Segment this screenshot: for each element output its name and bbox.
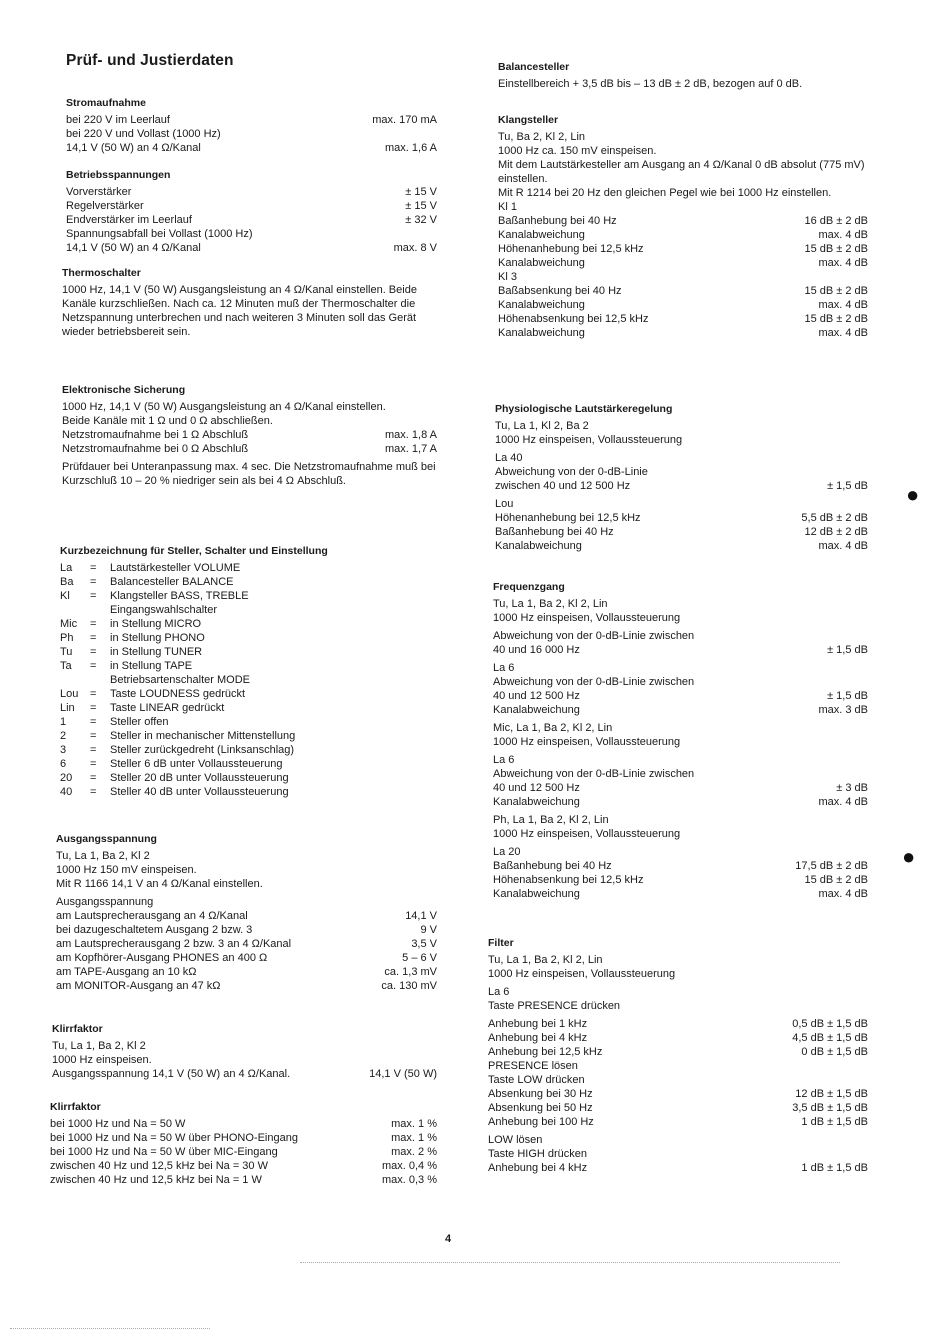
text-line: 1000 Hz einspeisen, Vollaussteuerung: [493, 828, 681, 840]
text-line: Tu, La 1, Ba 2, Kl 2: [56, 850, 150, 862]
spec-row: 40 und 12 500 Hz ± 1,5 dB: [493, 690, 868, 702]
spec-row: bei 220 V und Vollast (1000 Hz): [66, 128, 221, 140]
spec-row: Kanalabweichung max. 4 dB: [498, 257, 868, 269]
abbr-row: 3 = Steller zurückgedreht (Linksanschlag): [60, 744, 295, 756]
text-line: Ph, La 1, Ba 2, Kl 2, Lin: [493, 814, 609, 826]
text-line: 1000 Hz ca. 150 mV einspeisen.: [498, 145, 657, 157]
text-line: Abweichung von der 0-dB-Linie zwischen: [493, 630, 695, 642]
subheading: Eingangswahlschalter: [110, 604, 218, 616]
abbr-row: Ba = Balancesteller BALANCE: [60, 576, 234, 588]
section-heading: Klirrfaktor: [52, 1023, 103, 1035]
spec-row: Absenkung bei 50 Hz 3,5 dB ± 1,5 dB: [488, 1102, 868, 1114]
spec-row: Kanalabweichung max. 4 dB: [493, 888, 868, 900]
section-heading: Frequenzgang: [493, 581, 565, 593]
spec-row: 40 und 12 500 Hz ± 3 dB: [493, 782, 868, 794]
spec-row: Kanalabweichung max. 4 dB: [493, 796, 868, 808]
text-line: PRESENCE lösen: [488, 1060, 578, 1072]
spec-row: Anhebung bei 100 Hz 1 dB ± 1,5 dB: [488, 1116, 868, 1128]
setting-label: La 6: [488, 986, 510, 998]
spec-row: Anhebung bei 4 kHz 1 dB ± 1,5 dB: [488, 1162, 868, 1174]
text-line: Mit R 1166 14,1 V an 4 Ω/Kanal einstellen.: [56, 878, 263, 890]
text-line: Taste LOW drücken: [488, 1074, 585, 1086]
abbr-row: 40 = Steller 40 dB unter Vollaussteuerung: [60, 786, 289, 798]
subheading: Ausgangsspannung: [56, 896, 154, 908]
spec-row: Baßanhebung bei 40 Hz 16 dB ± 2 dB: [498, 215, 868, 227]
spec-row: Ausgangsspannung 14,1 V (50 W) an 4 Ω/Kanal. 14,1 V (50 W): [52, 1068, 437, 1080]
text-line: Mic, La 1, Ba 2, Kl 2, Lin: [493, 722, 613, 734]
section-filter: [488, 936, 868, 1175]
spec-row: am TAPE-Ausgang an 10 kΩ ca. 1,3 mV: [56, 966, 437, 978]
spec-row: am Lautsprecherausgang 2 bzw. 3 an 4 Ω/Kanal 3,5 V: [56, 938, 437, 950]
spec-row: 40 und 16 000 Hz ± 1,5 dB: [493, 644, 868, 656]
section-elektronische-sicherung: [62, 383, 437, 488]
text-line: Abweichung von der 0-dB-Linie zwischen: [493, 676, 695, 688]
spec-row: bei 1000 Hz und Na = 50 W über PHONO-Eingang max. 1 %: [50, 1132, 437, 1144]
page-title: Prüf- und Justierdaten: [66, 52, 234, 69]
spec-row: bei dazugeschaltetem Ausgang 2 bzw. 3 9 V: [56, 924, 437, 936]
spec-row: zwischen 40 und 12 500 Hz ± 1,5 dB: [495, 480, 868, 492]
abbr-row: Kl = Klangsteller BASS, TREBLE: [60, 590, 249, 602]
spec-row: zwischen 40 Hz und 12,5 kHz bei Na = 1 W max. 0,3 %: [50, 1174, 437, 1186]
text-line: Abweichung von der 0-dB-Linie: [495, 466, 648, 478]
section-klangsteller: [498, 113, 868, 340]
spec-row: am Kopfhörer-Ausgang PHONES an 400 Ω 5 – 6 V: [56, 952, 437, 964]
spec-row: Höhenanhebung bei 12,5 kHz 5,5 dB ± 2 dB: [495, 512, 868, 524]
abbr-row: Tu = in Stellung TUNER: [60, 646, 203, 658]
text-line: Tu, Ba 2, Kl 2, Lin: [498, 131, 586, 143]
text-line: 1000 Hz einspeisen.: [52, 1054, 152, 1066]
section-ausgangsspannung: [56, 832, 437, 993]
spec-row: Kanalabweichung max. 3 dB: [493, 704, 868, 716]
setting-label: La 6: [493, 754, 515, 766]
punch-hole-icon: ●: [906, 482, 920, 507]
setting-label: Kl 1: [498, 201, 517, 213]
page-number: 4: [445, 1233, 452, 1245]
section-text: Mit R 1214 bei 20 Hz den gleichen Pegel wie bei 1000 Hz einstellen.: [498, 187, 832, 199]
spec-row: am Lautsprecherausgang an 4 Ω/Kanal 14,1 V: [56, 910, 437, 922]
abbr-row: La = Lautstärkesteller VOLUME: [60, 562, 241, 574]
spec-row: bei 220 V im Leerlauf max. 170 mA: [66, 114, 437, 126]
text-line: 1000 Hz einspeisen, Vollaussteuerung: [493, 612, 681, 624]
spec-row: bei 1000 Hz und Na = 50 W max. 1 %: [50, 1118, 437, 1130]
spec-row: 14,1 V (50 W) an 4 Ω/Kanal max. 1,6 A: [66, 142, 437, 154]
spec-row: Vorverstärker ± 15 V: [66, 186, 437, 198]
abbr-row: Ta = in Stellung TAPE: [60, 660, 193, 672]
scan-artifact-line: [300, 1262, 840, 1264]
section-heading: Betriebsspannungen: [66, 169, 171, 181]
section-text: Mit dem Lautstärkesteller am Ausgang an 4 Ω/Kanal 0 dB absolut (775 mV) einstellen.: [498, 159, 865, 185]
spec-row: bei 1000 Hz und Na = 50 W über MIC-Eingang max. 2 %: [50, 1146, 437, 1158]
subheading: Betriebsartenschalter MODE: [110, 674, 250, 686]
section-heading: Physiologische Lautstärkeregelung: [495, 403, 673, 415]
setting-label: La 40: [495, 452, 523, 464]
text-line: 1000 Hz einspeisen, Vollaussteuerung: [493, 736, 681, 748]
abbr-row: 20 = Steller 20 dB unter Vollaussteuerung: [60, 772, 289, 784]
setting-label: La 6: [493, 662, 515, 674]
setting-label: Kl 3: [498, 271, 517, 283]
spec-row: Anhebung bei 12,5 kHz 0 dB ± 1,5 dB: [488, 1046, 868, 1058]
spec-row: Kanalabweichung max. 4 dB: [498, 299, 868, 311]
spec-row: Baßanhebung bei 40 Hz 17,5 dB ± 2 dB: [493, 860, 868, 872]
section-heading: Klangsteller: [498, 114, 559, 126]
spec-row: Kanalabweichung max. 4 dB: [495, 540, 868, 552]
spec-row: zwischen 40 Hz und 12,5 kHz bei Na = 30 W max. 0,4 %: [50, 1160, 437, 1172]
section-thermoschalter: [62, 266, 437, 339]
section-klirrfaktor-2: [50, 1100, 437, 1187]
spec-row: Absenkung bei 30 Hz 12 dB ± 1,5 dB: [488, 1088, 868, 1100]
text-line: 1000 Hz 150 mV einspeisen.: [56, 864, 197, 876]
setting-label: La 20: [493, 846, 521, 858]
text-line: Tu, La 1, Kl 2, Ba 2: [495, 420, 589, 432]
text-line: Taste PRESENCE drücken: [488, 1000, 621, 1012]
spec-row: Höhenabsenkung bei 12,5 kHz 15 dB ± 2 dB: [493, 874, 868, 886]
punch-hole-icon: ●: [902, 844, 916, 869]
spec-row: Höhenabsenkung bei 12,5 kHz 15 dB ± 2 dB: [498, 313, 868, 325]
spec-row: 14,1 V (50 W) an 4 Ω/Kanal max. 8 V: [66, 242, 437, 254]
spec-row: Höhenanhebung bei 12,5 kHz 15 dB ± 2 dB: [498, 243, 868, 255]
section-stromaufnahme: [66, 96, 437, 155]
text-line: Tu, La 1, Ba 2, Kl 2: [52, 1040, 146, 1052]
section-heading: Filter: [488, 937, 514, 949]
section-text: 1000 Hz, 14,1 V (50 W) Ausgangsleistung an 4 Ω/Kanal einstellen. Beide Kanäle kurzschließen. Nach ca. 12 Minuten muß der Thermoschalter die Netzspannung unterbrechen und nach weiteren 3 Minuten soll das Gerät wieder betriebsbereit sein.: [62, 284, 417, 338]
section-balancesteller: [498, 60, 868, 91]
text-line: 1000 Hz einspeisen, Vollaussteuerung: [495, 434, 683, 446]
spec-row: Anhebung bei 4 kHz 4,5 dB ± 1,5 dB: [488, 1032, 868, 1044]
section-heading: Kurzbezeichnung für Steller, Schalter und Einstellung: [60, 545, 328, 557]
section-betriebsspannungen: [66, 168, 437, 255]
section-frequenzgang: [493, 580, 868, 901]
section-heading: Klirrfaktor: [50, 1101, 101, 1113]
spec-row: Baßabsenkung bei 40 Hz 15 dB ± 2 dB: [498, 285, 868, 297]
section-text: Prüfdauer bei Unteranpassung max. 4 sec. Die Netzstromaufnahme muß bei Kurzschluß 10 – 20 % niedriger sein als bei 4 Ω Abschluß.: [62, 461, 436, 487]
abbr-row: Mic = in Stellung MICRO: [60, 618, 202, 630]
section-kurzbezeichnung: [60, 544, 437, 799]
spec-row: am MONITOR-Ausgang an 47 kΩ ca. 130 mV: [56, 980, 437, 992]
section-klirrfaktor-1: [52, 1022, 437, 1081]
spec-row: Netzstromaufnahme bei 1 Ω Abschluß max. 1,8 A: [62, 429, 437, 441]
spec-row: Anhebung bei 1 kHz 0,5 dB ± 1,5 dB: [488, 1018, 868, 1030]
section-heading: Stromaufnahme: [66, 97, 146, 109]
text-line: LOW lösen: [488, 1134, 543, 1146]
spec-row: Netzstromaufnahme bei 0 Ω Abschluß max. 1,7 A: [62, 443, 437, 455]
text-line: 1000 Hz einspeisen, Vollaussteuerung: [488, 968, 676, 980]
scan-artifact-line: [10, 1328, 210, 1330]
section-text: Beide Kanäle mit 1 Ω und 0 Ω abschließen.: [62, 415, 273, 427]
section-physiologische: [495, 402, 868, 553]
spec-row: Kanalabweichung max. 4 dB: [498, 229, 868, 241]
abbr-row: 1 = Steller offen: [60, 716, 169, 728]
spec-row: Spannungsabfall bei Vollast (1000 Hz): [66, 228, 253, 240]
section-text: Einstellbereich + 3,5 dB bis – 13 dB ± 2 dB, bezogen auf 0 dB.: [498, 78, 803, 90]
abbr-row: Ph = in Stellung PHONO: [60, 632, 205, 644]
spec-row: Regelverstärker ± 15 V: [66, 200, 437, 212]
abbr-row: 6 = Steller 6 dB unter Vollaussteuerung: [60, 758, 283, 770]
text-line: Taste HIGH drücken: [488, 1148, 588, 1160]
abbr-row: Lou = Taste LOUDNESS gedrückt: [60, 688, 246, 700]
section-heading: Thermoschalter: [62, 267, 141, 279]
text-line: Abweichung von der 0-dB-Linie zwischen: [493, 768, 695, 780]
text-line: Tu, La 1, Ba 2, Kl 2, Lin: [488, 954, 603, 966]
setting-label: Lou: [495, 498, 514, 510]
section-heading: Elektronische Sicherung: [62, 384, 186, 396]
section-text: 1000 Hz, 14,1 V (50 W) Ausgangsleistung an 4 Ω/Kanal einstellen.: [62, 401, 386, 413]
section-heading: Balancesteller: [498, 61, 570, 73]
text-line: Tu, La 1, Ba 2, Kl 2, Lin: [493, 598, 608, 610]
spec-row: Baßanhebung bei 40 Hz 12 dB ± 2 dB: [495, 526, 868, 538]
abbr-row: Lin = Taste LINEAR gedrückt: [60, 702, 225, 714]
abbr-row: 2 = Steller in mechanischer Mittenstellung: [60, 730, 296, 742]
spec-row: Kanalabweichung max. 4 dB: [498, 327, 868, 339]
section-heading: Ausgangsspannung: [56, 833, 157, 845]
spec-row: Endverstärker im Leerlauf ± 32 V: [66, 214, 437, 226]
